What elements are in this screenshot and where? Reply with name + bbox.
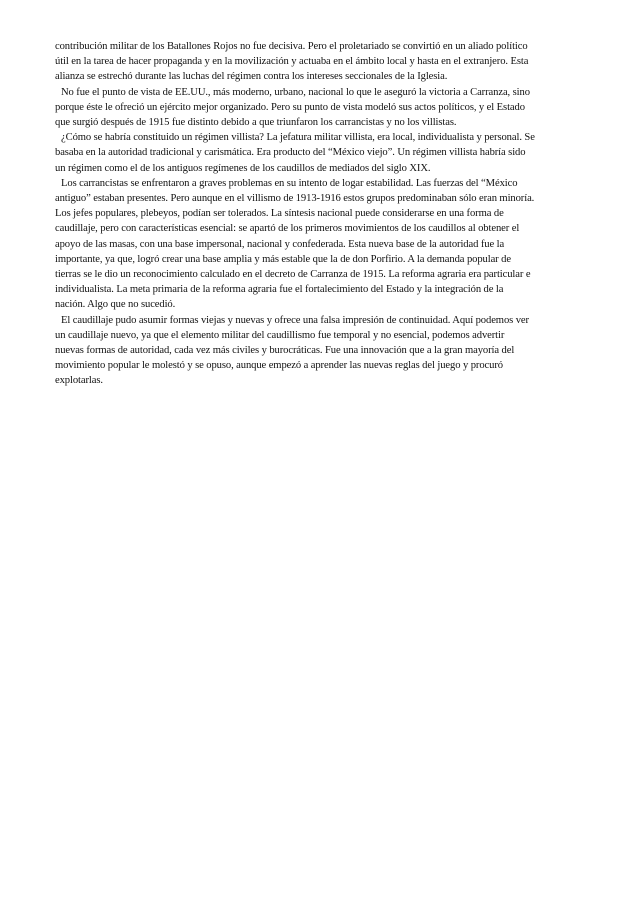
text-line: nuevas formas de autoridad, cada vez más civiles y burocráticas. Fue una innovación que a la gran mayoría del	[55, 345, 515, 357]
text-line: individualista. La meta primaria de la reforma agraria fue el fortalecimiento del Estado y la integración de la	[55, 284, 504, 296]
text-line: basaba en la autoridad tradicional y carismática. Era producto del “México viejo”. Un régimen villista habría sido	[55, 147, 526, 159]
text-line: útil en la tarea de hacer propaganda y en la movilización y actuaba en el ámbito local y hasta en el extranjero. Esta	[55, 56, 529, 68]
text-line: nación. Algo que no sucedió.	[55, 299, 176, 311]
text-line: Los jefes populares, plebeyos, podían ser tolerados. La síntesis nacional puede considerarse en una forma de	[55, 208, 504, 220]
body-text	[55, 39, 595, 389]
text-line: porque éste le ofreció un ejército mejor organizado. Pero su punto de vista modeló sus actos políticos, y el Estado	[55, 101, 525, 113]
text-line: explotarlas.	[55, 375, 103, 387]
text-line: antiguo” estaban presentes. Pero aunque en el villismo de 1913-1916 estos grupos predominaban sólo eran minoría.	[55, 193, 535, 205]
text-line: Los carrancistas se enfrentaron a graves problemas en su intento de logar estabilidad. Las fuerzas del “México	[61, 177, 518, 189]
text-line: El caudillaje pudo asumir formas viejas y nuevas y ofrece una falsa impresión de continuidad. Aquí podemos ver	[61, 314, 529, 326]
text-line: un régimen como el de los antiguos regímenes de los caudillos de mediados del siglo XIX.	[55, 162, 431, 174]
text-line: ¿Cómo se habría constituido un régimen villista? La jefatura militar villista, era local, individualista y personal. Se	[61, 132, 535, 144]
text-line: movimiento popular le molestó y se opuso, aunque empezó a aprender las nuevas reglas del juego y procuró	[55, 360, 503, 372]
text-line: contribución militar de los Batallones Rojos no fue decisiva. Pero el proletariado se convirtió en un aliado político	[55, 41, 528, 52]
text-line: un caudillaje nuevo, ya que el elemento militar del caudillismo fue temporal y no esencial, podemos advertir	[55, 329, 505, 341]
text-line: alianza se estrechó durante las luchas del régimen contra los intereses seccionales de la Iglesia.	[55, 71, 448, 83]
text-line: que surgió después de 1915 fue distinto debido a que triunfaron los carrancistas y no los villistas.	[55, 117, 457, 129]
text-line: No fue el punto de vista de EE.UU., más moderno, urbano, nacional lo que le aseguró la victoria a Carranza, sino	[61, 86, 530, 98]
text-line: caudillaje, pero con características esencial: se apartó de los primeros movimientos de los caudillos al obtener el	[55, 223, 520, 235]
text-line: apoyo de las masas, con una base impersonal, nacional y confederada. Esta nueva base de la autoridad fue la	[55, 238, 505, 250]
text-line: tierras se le dio un reconocimiento calculado en el decreto de Carranza de 1915. La reforma agraria era particular e	[55, 269, 531, 281]
text-line: importante, ya que, logró crear una base amplia y más estable que la de don Porfirio. A la demanda popular de	[55, 253, 511, 265]
